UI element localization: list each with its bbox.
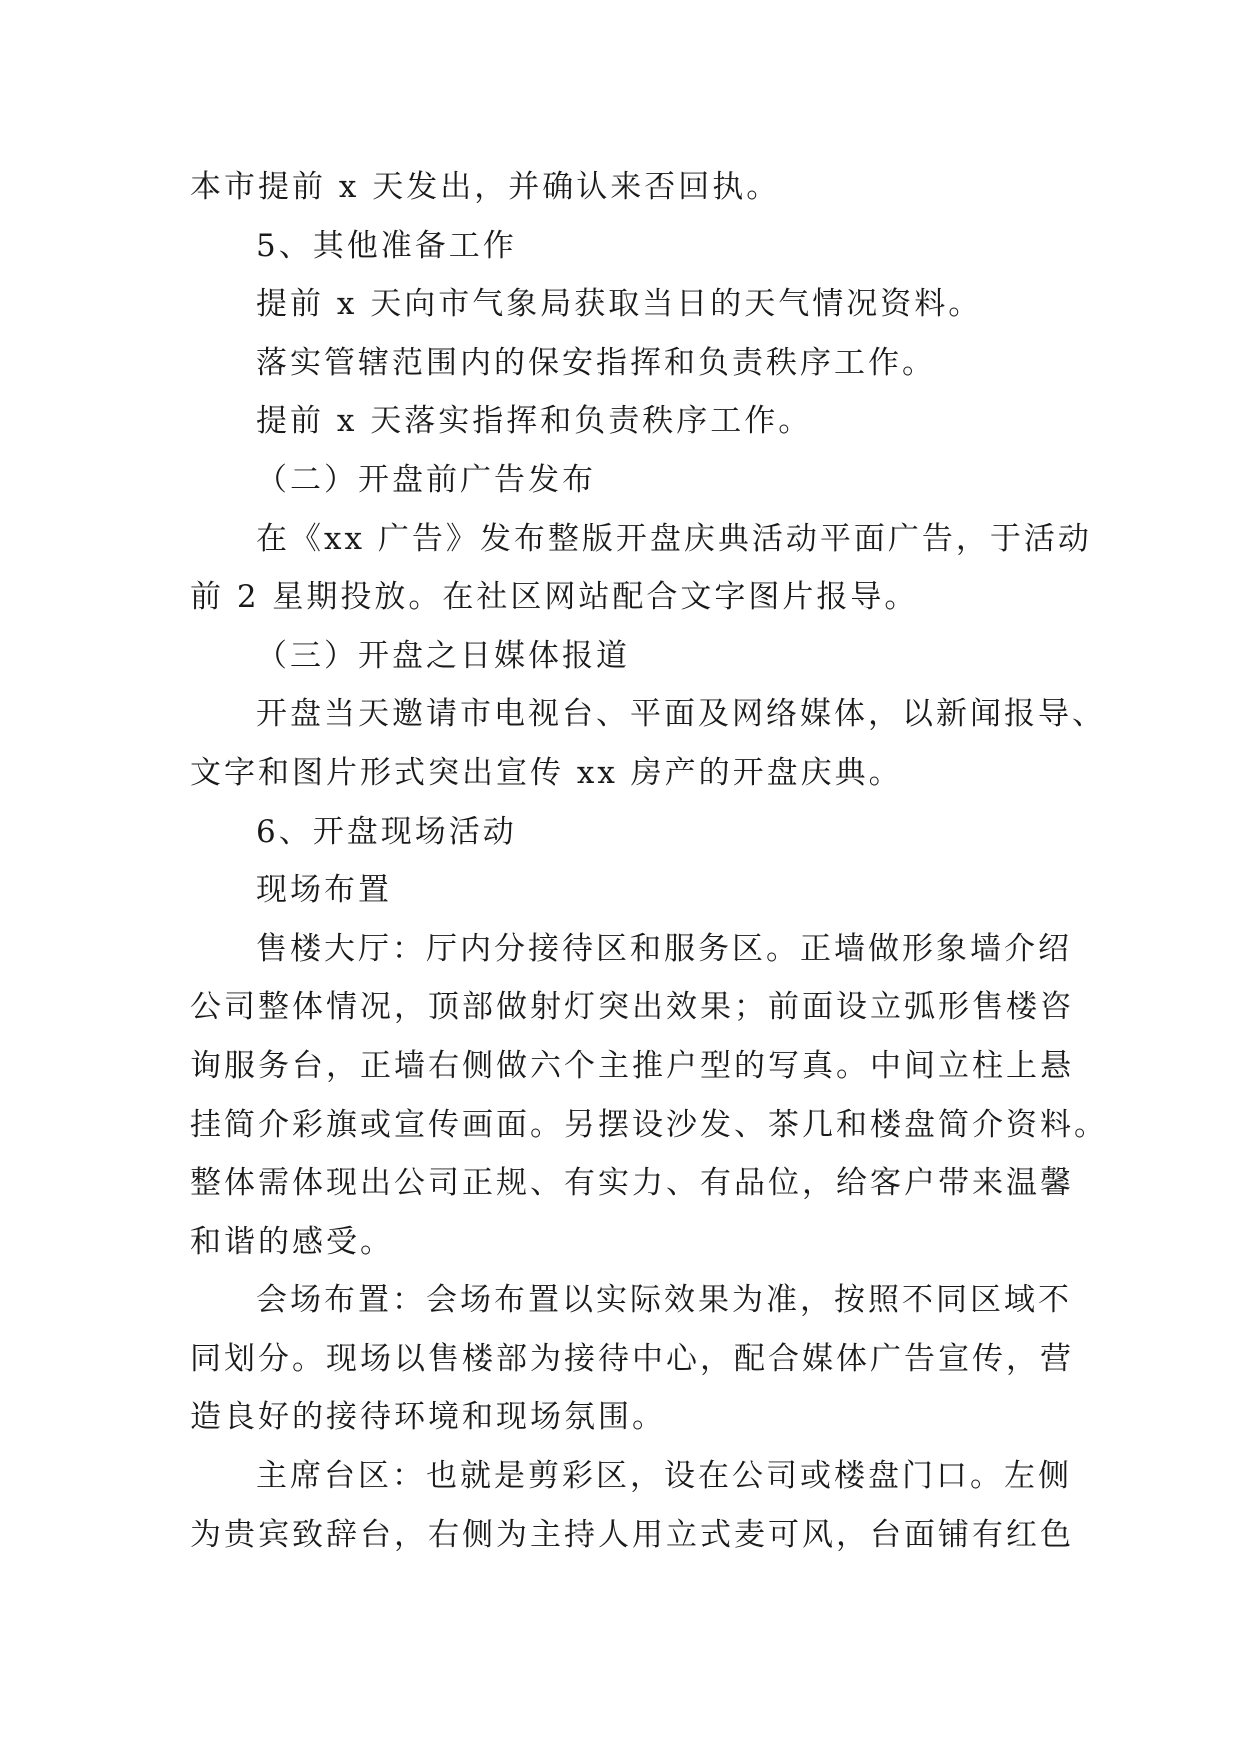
section-heading: （三）开盘之日媒体报道 (256, 637, 630, 674)
text-line: 文字和图片形式突出宣传 xx 房产的开盘庆典。 (190, 754, 903, 791)
text-line: 开盘当天邀请市电视台、平面及网络媒体，以新闻报导、 (256, 696, 1106, 733)
text-line: 整体需体现出公司正规、有实力、有品位，给客户带来温馨 (190, 1165, 1074, 1202)
text-line: 在《xx 广告》发布整版开盘庆典活动平面广告，于活动 (256, 520, 1092, 557)
text-line: 提前 x 天向市气象局获取当日的天气情况资料。 (256, 286, 983, 323)
text-line: 造良好的接待环境和现场氛围。 (190, 1399, 666, 1436)
text-line: 前 2 星期投放。在社区网站配合文字图片报导。 (190, 579, 919, 616)
text-line: 同划分。现场以售楼部为接待中心，配合媒体广告宣传，营 (190, 1340, 1074, 1377)
text-line: 提前 x 天落实指挥和负责秩序工作。 (256, 403, 813, 440)
text-line: 会场布置：会场布置以实际效果为准，按照不同区域不 (256, 1282, 1072, 1319)
text-line: 售楼大厅：厅内分接待区和服务区。正墙做形象墙介绍 (256, 930, 1072, 967)
text-line: 和谐的感受。 (190, 1223, 394, 1260)
text-line: 为贵宾致辞台，右侧为主持人用立式麦可风，台面铺有红色 (190, 1516, 1074, 1553)
text-line: 本市提前 x 天发出，并确认来否回执。 (190, 169, 781, 205)
sub-heading: 现场布置 (256, 872, 392, 909)
text-line: 主席台区：也就是剪彩区，设在公司或楼盘门口。左侧 (256, 1458, 1072, 1495)
section-heading: （二）开盘前广告发布 (256, 461, 596, 498)
section-heading: 6、开盘现场活动 (256, 813, 517, 850)
document-body (190, 158, 1108, 1564)
section-heading: 5、其他准备工作 (256, 227, 517, 264)
text-line: 落实管辖范围内的保安指挥和负责秩序工作。 (256, 344, 936, 381)
text-line: 挂简介彩旗或宣传画面。另摆设沙发、茶几和楼盘简介资料。 (190, 1106, 1108, 1143)
text-line: 询服务台，正墙右侧做六个主推户型的写真。中间立柱上悬 (190, 1047, 1074, 1084)
text-line: 公司整体情况，顶部做射灯突出效果；前面设立弧形售楼咨 (190, 989, 1074, 1026)
